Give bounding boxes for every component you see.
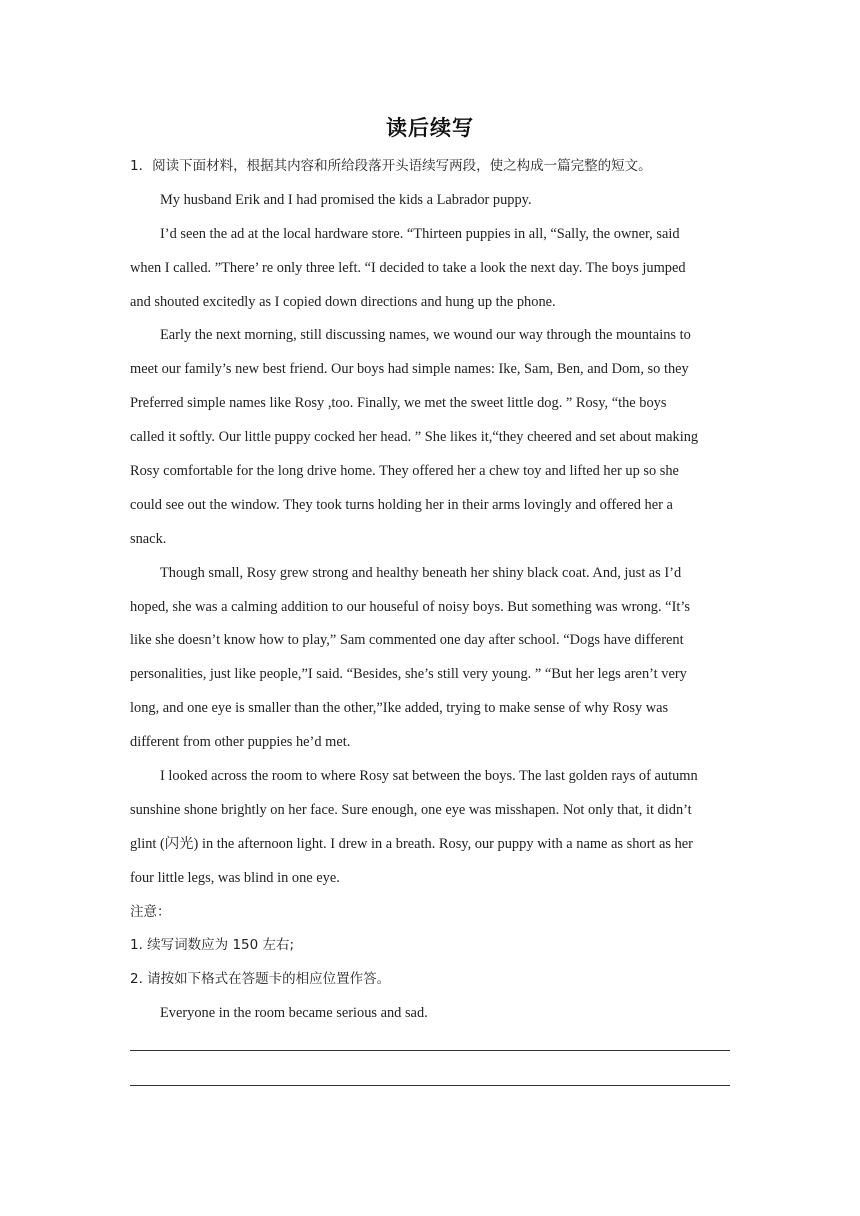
passage-line: I’d seen the ad at the local hardware store. “Thirteen puppies in all, “Sally, the owner, said xyxy=(160,225,680,242)
passage-line: My husband Erik and I had promised the kids a Labrador puppy. xyxy=(160,191,532,208)
passage-line: glint (闪光) in the afternoon light. I drew in a breath. Rosy, our puppy with a name as short as her xyxy=(130,835,693,852)
passage-line: personalities, just like people,”I said. “Besides, she’s still very young. ” “But her legs aren’t very xyxy=(130,666,687,683)
note-item-format: 2. 请按如下格式在答题卡的相应位置作答。 xyxy=(130,971,391,988)
document-body xyxy=(130,150,730,1031)
passage-line: I looked across the room to where Rosy sat between the boys. The last golden rays of autumn xyxy=(160,768,698,785)
passage-line: when I called. ”There’ re only three left. “I decided to take a look the next day. The boys jumped xyxy=(130,259,686,276)
passage-line: snack. xyxy=(130,530,167,547)
passage-line: sunshine shone brightly on her face. Sure enough, one eye was misshapen. Not only that, it didn’t xyxy=(130,801,692,818)
answer-line xyxy=(130,1050,730,1051)
answer-line xyxy=(130,1085,730,1086)
passage-line: different from other puppies he’d met. xyxy=(130,734,351,751)
passage-line: Preferred simple names like Rosy ,too. Finally, we met the sweet little dog. ” Rosy, “the boys xyxy=(130,395,667,412)
passage-line: like she doesn’t know how to play,” Sam commented one day after school. “Dogs have different xyxy=(130,632,684,649)
continuation-opening: Everyone in the room became serious and sad. xyxy=(160,1005,428,1022)
passage-line: meet our family’s new best friend. Our boys had simple names: Ike, Sam, Ben, and Dom, so they xyxy=(130,361,689,378)
passage-line: hoped, she was a calming addition to our houseful of noisy boys. But something was wrong. “It’s xyxy=(130,598,690,615)
passage-line: called it softly. Our little puppy cocked her head. ” She likes it,“they cheered and set about making xyxy=(130,429,699,446)
passage-line: Rosy comfortable for the long drive home. They offered her a chew toy and lifted her up so she xyxy=(130,463,679,480)
passage-line: Early the next morning, still discussing names, we wound our way through the mountains to xyxy=(160,327,691,344)
page-title: 读后续写 xyxy=(386,116,474,140)
question-instruction: 1．阅读下面材料，根据其内容和所给段落开头语续写两段，使之构成一篇完整的短文。 xyxy=(130,158,652,174)
note-item-word-count: 1. 续写词数应为 150 左右; xyxy=(130,937,295,954)
passage-line: could see out the window. They took turns holding her in their arms lovingly and offered her a xyxy=(130,496,673,513)
passage-line: four little legs, was blind in one eye. xyxy=(130,869,340,886)
passage-line: and shouted excitedly as I copied down directions and hung up the phone. xyxy=(130,293,556,310)
notes-heading: 注意： xyxy=(130,903,171,920)
passage-line: long, and one eye is smaller than the other,”Ike added, trying to make sense of why Rosy was xyxy=(130,700,669,717)
passage-line: Though small, Rosy grew strong and healthy beneath her shiny black coat. And, just as I’d xyxy=(160,564,682,581)
